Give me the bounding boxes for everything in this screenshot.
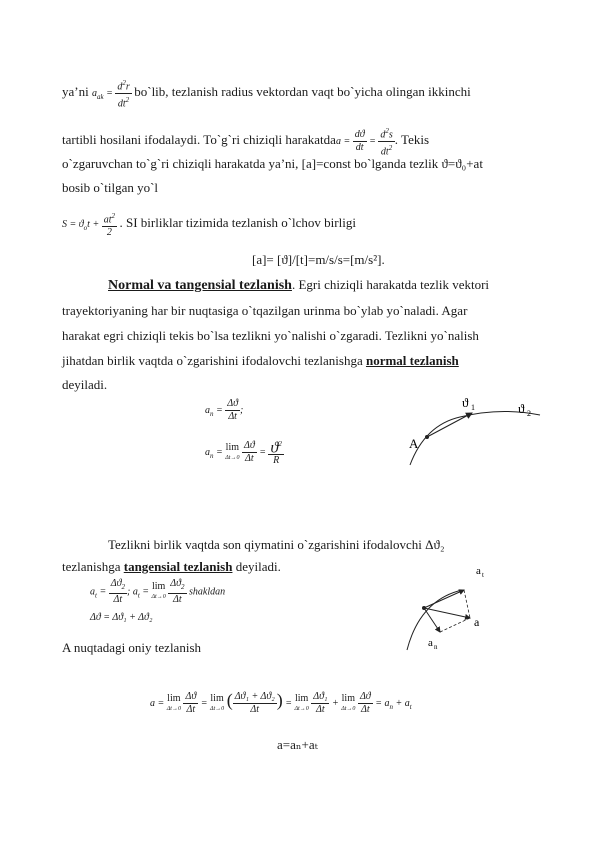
point-a — [425, 435, 429, 439]
text-line-1: bo`lib, tezlanish radius vektordan vaqt bo`yicha olingan ikkinchi — [134, 84, 471, 100]
tang-line-2: tezlanishga tangensial tezlanish deyiladi. — [62, 559, 281, 574]
trajectory-curve — [410, 411, 540, 465]
text-si-units: . SI birliklar tizimida tezlanish o`lchov birligi — [119, 214, 356, 230]
normal-line-2: trayektoriyaning har bir nuqtasiga o`tqazilgan urinma bo`ylab yo`naladi. Agar — [62, 303, 468, 318]
dashed-helper-2 — [440, 618, 470, 632]
formula-instant-acceleration: a = lim Δt→0 $\frac{\Delta ϑ}{\Delta t}$ = lim Δt→0 ( $\frac{\text{Δϑ₁ + Δϑ₂}}{\Delta t}$ ) = lim Δt→0 $\frac{\text{Δϑ₁}}{\Delta t}$ + lim Δt→0 $\frac{\Delta ϑ}{\Delta t}$ = $a_n + a_t$ — [150, 690, 412, 716]
trajectory-figure — [400, 395, 550, 470]
curve-arc — [407, 590, 462, 650]
paragraph-line-1 — [62, 77, 471, 111]
label-an: a — [428, 637, 433, 649]
label-v2-sub: 2 — [527, 409, 531, 418]
label-a: A — [409, 436, 419, 451]
label-v1: ϑ — [462, 395, 469, 410]
final-formula: a=aₙ+aₜ — [277, 737, 318, 752]
paragraph-line-3: o`zgaruvchan to`g`ri chiziqli harakatda ya’ni, [a]=const bo`lganda tezlik ϑ=ϑ₀+at — [62, 156, 483, 171]
tang-line-1: Tezlikni birlik vaqtda son qiymatini o`zgarishini ifodalovchi Δϑ₂ — [108, 537, 445, 552]
label-v2: ϑ — [518, 401, 525, 416]
term-normal-tezlanish: normal tezlanish — [365, 353, 459, 368]
text-line-2: tartibli hosilani ifodalaydi. To`g`ri chiziqli harakatda — [62, 132, 336, 148]
text-tekis: . Tekis — [394, 132, 430, 148]
vector-a — [424, 608, 470, 618]
formula-path: $S = ϑ_ot$ + $\frac{at^2}{2}$ — [62, 212, 115, 239]
formula-an-2: $a_n$ = lim Δt→0 $\frac{\Delta ϑ}{\Delta t}$ = $\frac{ϑ^2}{R}$ — [205, 439, 282, 467]
label-an-sub: n — [434, 643, 438, 651]
normal-line-4: jihatdan birlik vaqtda o`zgarishini ifodalovchi tezlanishga normal tezlanish — [62, 353, 459, 368]
instant-acc-text: A nuqtadagi oniy tezlanish — [62, 640, 202, 655]
paragraph-line-4: bosib o`tilgan yo`l — [62, 180, 159, 195]
section-heading-line: Normal va tangensial tezlanish. Egri chiziqli harakatda tezlik vektori — [108, 277, 490, 293]
label-v1-sub: 1 — [471, 403, 475, 412]
velocity-vector-1 — [427, 413, 472, 437]
formula-a-dv-dt: a = $\frac{dϑ}{dt}$ = $\frac{d^2s}{dt^2}$ — [335, 127, 393, 158]
label-a-total: a — [474, 615, 480, 629]
units-line: [a]= [ϑ]/[t]=m/s/s=[m/s²]. — [252, 252, 385, 267]
formula-an-1: $a_n$ = $\frac{\Delta ϑ}{\Delta t}$ ; — [205, 398, 244, 422]
normal-line-5: deyiladi. — [62, 377, 108, 392]
vector-at — [424, 590, 464, 608]
formula-at: $a_t$ = $\frac{\Delta ϑ_2}{\Delta t}$ ; $a_t$ = lim Δt→0 $\frac{\Delta ϑ_2}{\Delta t}$ shakldan — [90, 578, 226, 605]
normal-line-3: harakat egri chiziqli tekis bo`lsa tezlikni yo`nalishi o`zgaradi. Tezlikni yo`nalish — [62, 328, 479, 343]
paragraph-line-2 — [62, 125, 429, 159]
term-tangensial-tezlanish: tangensial tezlanish — [123, 559, 233, 574]
text-yani: ya’ni — [62, 84, 89, 100]
paragraph-line-5 — [62, 210, 356, 239]
acceleration-figure — [402, 560, 512, 660]
vector-an — [424, 608, 440, 632]
formula-a-ax: $a_{ak}$ = $\frac{d^2r}{dt^2}$ — [91, 79, 130, 110]
label-at-sub: t — [482, 571, 484, 579]
section-heading: Normal va tangensial tezlanish — [108, 278, 292, 293]
dashed-helper-1 — [464, 590, 470, 618]
formula-dv-sum: Δϑ = Δϑ₁ + Δϑ₂ — [90, 612, 153, 623]
label-at: a — [476, 565, 481, 577]
